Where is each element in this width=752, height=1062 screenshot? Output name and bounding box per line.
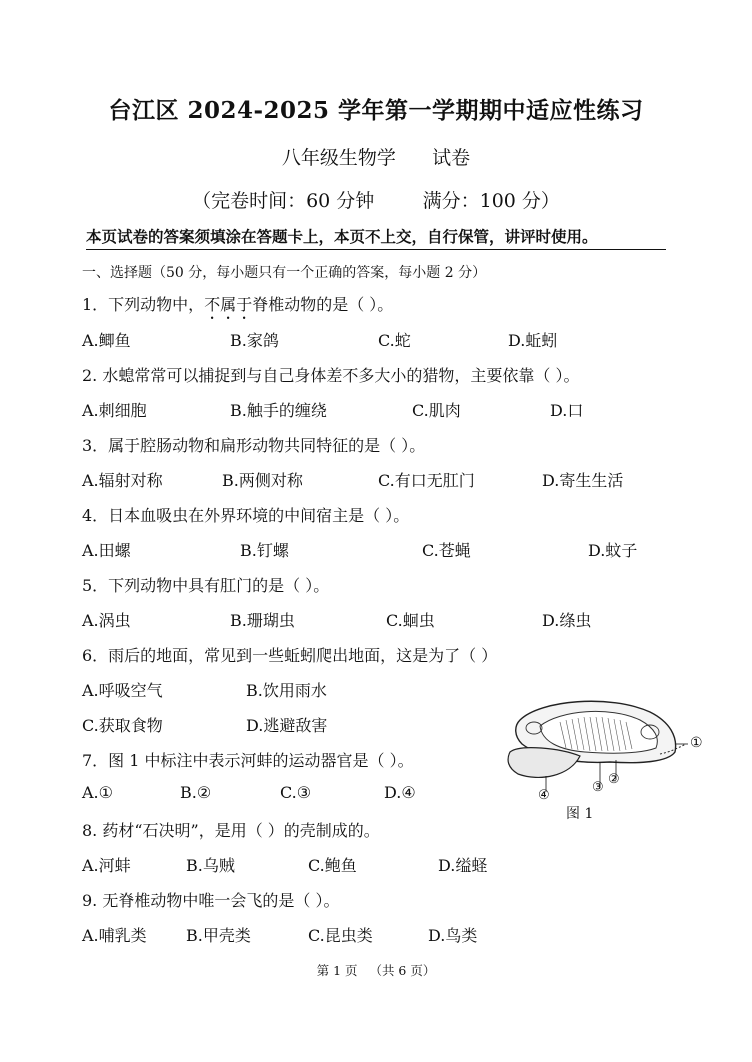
figure-label-4: ④	[538, 788, 550, 803]
answer-sheet-notice: 本页试卷的答案须填涂在答题卡上，本页不上交，自行保管，讲评时使用。	[86, 225, 666, 250]
q9-option-d[interactable]: D.鸟类	[428, 926, 478, 945]
q1-option-b[interactable]: B.家鸽	[230, 331, 279, 350]
exam-subtitle: 八年级生物学 试卷	[281, 147, 471, 169]
q7-option-b[interactable]: B.②	[180, 783, 212, 802]
question-1	[82, 292, 393, 323]
question-6: 6．雨后的地面，常见到一些蚯蚓爬出地面，这是为了（ ）	[82, 646, 498, 665]
q2-option-d[interactable]: D.口	[550, 401, 584, 420]
q1-option-c[interactable]: C.蛇	[378, 331, 411, 350]
q4-option-b[interactable]: B.钉螺	[240, 541, 289, 560]
q5-option-a[interactable]: A.涡虫	[82, 611, 131, 630]
q8-option-b[interactable]: B.乌贼	[186, 856, 235, 875]
q9-option-b[interactable]: B.甲壳类	[186, 926, 251, 945]
q5-option-b[interactable]: B.珊瑚虫	[230, 611, 295, 630]
q6-option-b[interactable]: B.饮用雨水	[246, 681, 327, 700]
page-footer: 第 1 页 （共 6 页）	[316, 963, 436, 978]
question-9: 9. 无脊椎动物中唯一会飞的是（ ）。	[82, 891, 340, 910]
q8-option-c[interactable]: C.鲍鱼	[308, 856, 357, 875]
question-7: 7．图 1 中标注中表示河蚌的运动器官是（ ）。	[82, 751, 414, 770]
question-5: 5．下列动物中具有肛门的是（ ）。	[82, 576, 330, 595]
q4-option-a[interactable]: A.田螺	[82, 541, 131, 560]
q5-option-c[interactable]: C.蛔虫	[386, 611, 435, 630]
question-1-text-end: 脊椎动物的是（ ）。	[252, 295, 394, 314]
q8-option-a[interactable]: A.河蚌	[82, 856, 131, 875]
q3-option-a[interactable]: A.辐射对称	[82, 471, 163, 490]
figure-label-3: ③	[592, 780, 604, 795]
q6-option-d[interactable]: D.逃避敌害	[246, 716, 328, 735]
question-1-text: 1．下列动物中，	[82, 295, 205, 314]
exam-title: 台江区 2024-2025 学年第一学期期中适应性练习	[108, 97, 644, 124]
q8-option-d[interactable]: D.缢蛏	[438, 856, 488, 875]
q2-option-a[interactable]: A.刺细胞	[82, 401, 147, 420]
q3-option-d[interactable]: D.寄生生活	[542, 471, 624, 490]
q1-option-d[interactable]: D.蚯蚓	[508, 331, 558, 350]
question-4: 4．日本血吸虫在外界环境的中间宿主是（ ）。	[82, 506, 410, 525]
question-1-emphasis: 不属于	[204, 295, 253, 314]
q2-option-b[interactable]: B.触手的缠绕	[230, 401, 327, 420]
q6-option-c[interactable]: C.获取食物	[82, 716, 163, 735]
q6-option-a[interactable]: A.呼吸空气	[82, 681, 163, 700]
section-heading: 一、选择题（50 分，每小题只有一个正确的答案，每小题 2 分）	[82, 265, 487, 281]
q3-option-c[interactable]: C.有口无肛门	[378, 471, 475, 490]
figure-label-2: ②	[608, 772, 620, 787]
q9-option-c[interactable]: C.昆虫类	[308, 926, 373, 945]
q2-option-c[interactable]: C.肌肉	[412, 401, 461, 420]
figure-label-1: ①	[690, 735, 703, 751]
q4-option-c[interactable]: C.苍蝇	[422, 541, 471, 560]
q7-option-c[interactable]: C.③	[280, 783, 312, 802]
question-8: 8. 药材“石决明”，是用（ ）的壳制成的。	[82, 821, 380, 840]
q5-option-d[interactable]: D.绦虫	[542, 611, 592, 630]
q7-option-a[interactable]: A.①	[82, 783, 113, 802]
q9-option-a[interactable]: A.哺乳类	[82, 926, 147, 945]
mussel-diagram	[500, 692, 700, 822]
question-2: 2. 水螅常常可以捕捉到与自己身体差不多大小的猎物，主要依靠（ ）。	[82, 366, 580, 385]
q1-option-a[interactable]: A.鲫鱼	[82, 331, 131, 350]
q3-option-b[interactable]: B.两侧对称	[222, 471, 303, 490]
q4-option-d[interactable]: D.蚊子	[588, 541, 638, 560]
exam-time-info: （完卷时间：60 分钟 满分：100 分）	[192, 190, 560, 212]
question-3: 3．属于腔肠动物和扁形动物共同特征的是（ ）。	[82, 436, 426, 455]
figure-caption: 图 1	[566, 806, 594, 822]
q7-option-d[interactable]: D.④	[384, 783, 416, 802]
